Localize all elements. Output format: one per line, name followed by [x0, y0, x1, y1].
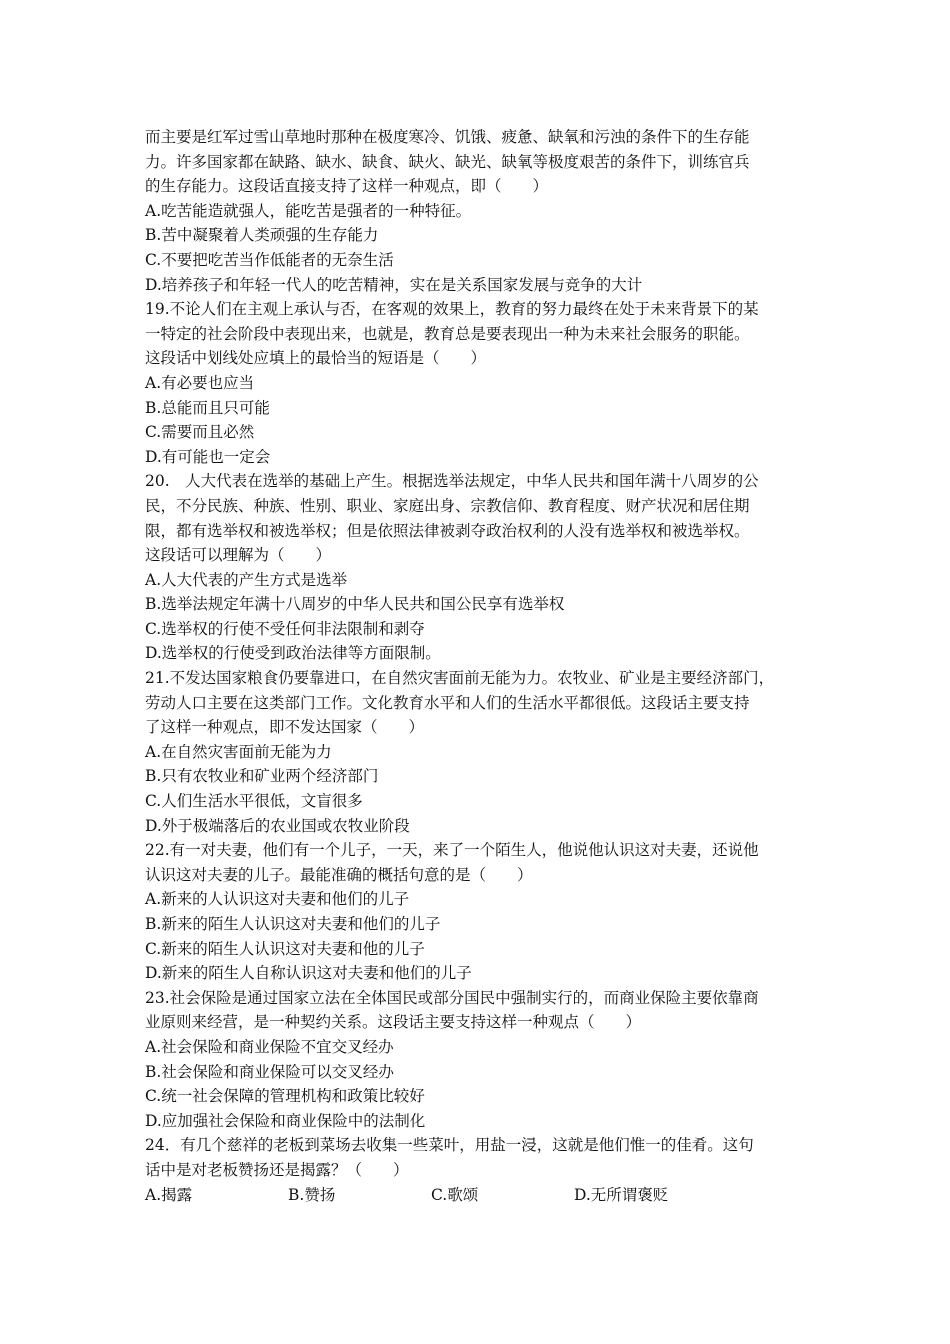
q20-stem-line: 民，不分民族、种族、性别、职业、家庭出身、宗教信仰、教育程度、财产状况和居住期: [145, 496, 750, 515]
q20-stem-line: 20. 人大代表在选举的基础上产生。根据选举法规定，中华人民共和国年满十八周岁的公: [145, 472, 759, 491]
q23-option-d: D.应加强社会保险和商业保险中的法制化: [145, 1111, 426, 1130]
q24-option-a: A.揭露: [145, 1185, 193, 1204]
q23-stem-line: 业原则来经营，是一种契约关系。这段话主要支持这样一种观点（ ）: [145, 1013, 642, 1032]
q19-stem-line: 一特定的社会阶段中表现出来，也就是，教育总是要表现出一种为未来社会服务的职能。: [145, 324, 750, 343]
q21-stem-line: 劳动人口主要在这类部门工作。文化教育水平和人们的生活水平都很低。这段话主要支持: [145, 693, 750, 712]
q21-option-d: D.外于极端落后的农业国或农牧业阶段: [145, 816, 410, 835]
q24-option-b: B.赞扬: [288, 1185, 336, 1204]
q18-option-a: A.吃苦能造就强人，能吃苦是强者的一种特征。: [145, 201, 472, 220]
q22-option-a: A.新来的人认识这对夫妻和他们的儿子: [145, 890, 410, 909]
q19-option-d: D.有可能也一定会: [145, 447, 271, 466]
q19-option-a: A.有必要也应当: [145, 373, 255, 392]
q18-option-d: D.培养孩子和年轻一代人的吃苦精神，实在是关系国家发展与竞争的大计: [145, 275, 643, 294]
q19-stem-line: 19.不论人们在主观上承认与否，在客观的效果上，教育的努力最终在处于未来背景下的某: [145, 300, 759, 319]
document-body: [145, 125, 817, 1207]
q20-stem-line: 限，都有选举权和被选举权；但是依照法律被剥夺政治权利的人没有选举权和被选举权。: [145, 521, 750, 540]
q18-passage-line: 而主要是红军过雪山草地时那种在极度寒冷、饥饿、疲惫、缺氧和污浊的条件下的生存能: [145, 128, 750, 146]
q19-stem-line: 这段话中划线处应填上的最恰当的短语是（ ）: [145, 349, 487, 368]
q18-passage-line: 的生存能力。这段话直接支持了这样一种观点，即（ ）: [145, 177, 549, 196]
q22-stem-line: 认识这对夫妻的儿子。最能准确的概括句意的是（ ）: [145, 865, 533, 884]
q21-option-a: A.在自然灾害面前无能为力: [145, 742, 332, 761]
q24-options-row: [145, 1183, 817, 1208]
q23-option-a: A.社会保险和商业保险不宜交叉经办: [145, 1037, 394, 1056]
q21-stem-line: 了这样一种观点，即不发达国家（ ）: [145, 718, 425, 737]
q21-stem-line: 21.不发达国家粮食仍要靠进口，在自然灾害面前无能为力。农牧业、矿业是主要经济部门，: [145, 669, 775, 688]
q21-option-c: C.人们生活水平很低，文盲很多: [145, 792, 363, 811]
q24-option-c: C.歌颂: [431, 1185, 479, 1204]
q20-option-d: D.选举权的行使受到政治法律等方面限制。: [145, 644, 441, 663]
q24-stem-line: 24．有几个慈祥的老板到菜场去收集一些菜叶，用盐一浸，这就是他们惟一的佳肴。这句: [145, 1136, 754, 1155]
q23-option-c: C.统一社会保障的管理机构和政策比较好: [145, 1087, 425, 1106]
q24-stem-line: 话中是对老板赞扬还是揭露？（ ）: [145, 1160, 409, 1179]
q20-option-a: A.人大代表的产生方式是选举: [145, 570, 348, 589]
q22-option-b: B.新来的陌生人认识这对夫妻和他们的儿子: [145, 915, 441, 933]
q19-option-b: B.总能而且只可能: [145, 398, 270, 417]
q20-stem-line: 这段话可以理解为（ ）: [145, 546, 332, 565]
q24-option-d: D.无所谓褒贬: [574, 1185, 669, 1204]
q22-option-c: C.新来的陌生人认识这对夫妻和他的儿子: [145, 939, 425, 958]
q19-option-c: C.需要而且必然: [145, 423, 255, 442]
q18-passage-line: 力。许多国家都在缺路、缺水、缺食、缺火、缺光、缺氧等极度艰苦的条件下，训练官兵: [145, 152, 750, 171]
q22-stem-line: 22.有一对夫妻，他们有一个儿子，一天，来了一个陌生人，他说他认识这对夫妻，还说他: [145, 841, 759, 860]
q22-option-d: D.新来的陌生人自称认识这对夫妻和他们的儿子: [145, 964, 472, 983]
q18-option-b: B.苦中凝聚着人类顽强的生存能力: [145, 226, 379, 245]
q23-option-b: B.社会保险和商业保险可以交叉经办: [145, 1062, 394, 1081]
q18-option-c: C.不要把吃苦当作低能者的无奈生活: [145, 250, 394, 269]
q23-stem-line: 23.社会保险是通过国家立法在全体国民或部分国民中强制实行的，而商业保险主要依靠商: [145, 988, 759, 1007]
q21-option-b: B.只有农牧业和矿业两个经济部门: [145, 767, 379, 786]
q20-option-c: C.选举权的行使不受任何非法限制和剥夺: [145, 619, 425, 638]
q20-option-b: B.选举法规定年满十八周岁的中华人民共和国公民享有选举权: [145, 595, 565, 614]
